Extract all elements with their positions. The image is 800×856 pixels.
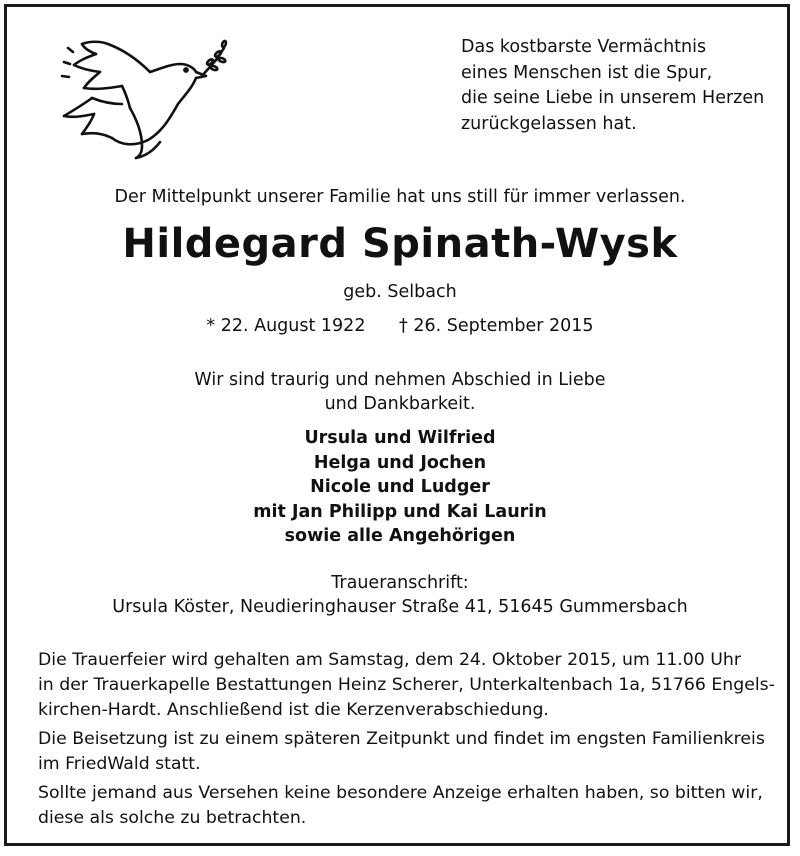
birth-date: * 22. August 1922 [206, 316, 366, 336]
mourner-entry: sowie alle Angehörigen [284, 526, 516, 546]
notice-paragraph [38, 781, 773, 831]
memorial-quote [461, 35, 781, 137]
birth-name: geb. Selbach [343, 282, 457, 302]
quote-line: Das kostbarste Vermächtnis [461, 37, 707, 57]
life-dates [0, 314, 800, 338]
info-line: im FriedWald statt. [38, 754, 201, 774]
intro-text: Der Mittelpunkt unserer Familie hat uns still für immer verlassen. [114, 187, 686, 207]
info-line: Die Beisetzung ist zu einem späteren Zeitpunkt und findet im engsten Familienkreis [38, 729, 765, 749]
mourner-entry: Helga und Jochen [313, 452, 487, 473]
quote-line: zurückgelassen hat. [461, 113, 637, 134]
info-line: Die Trauerfeier wird gehalten am Samstag, dem 24. Oktober 2015, um 11.00 Uhr [38, 650, 741, 670]
info-line: in der Trauerkapelle Bestattungen Heinz Scherer, Unterkaltenbach 1a, 51766 Engels- [38, 675, 775, 695]
mourner-entry: mit Jan Philipp und Kai Laurin [253, 501, 547, 522]
quote-line: die seine Liebe in unserem Herzen [461, 88, 765, 108]
ceremony-paragraph [38, 648, 773, 723]
address-label: Traueranschrift: [331, 573, 469, 593]
ceremony-info [38, 648, 773, 835]
burial-paragraph [38, 727, 773, 777]
death-date: † 26. September 2015 [399, 316, 594, 336]
info-line: diese als solche zu betrachten. [38, 808, 307, 828]
mourning-address [0, 571, 800, 619]
mourner-entry: Ursula und Wilfried [304, 428, 496, 448]
address-value: Ursula Köster, Neudieringhauser Straße 41, 51645 Gummersbach [112, 597, 688, 617]
dove-with-olive-branch-icon [38, 30, 228, 160]
info-line: kirchen-Hardt. Anschließend ist die Kerzenverabschiedung. [38, 700, 549, 720]
info-line: Sollte jemand aus Versehen keine besondere Anzeige erhalten haben, so bitten wir, [38, 783, 763, 803]
mourners-list [0, 426, 800, 549]
deceased-name: Hildegard Spinath-Wysk [122, 221, 678, 267]
quote-line: eines Menschen ist die Spur, [461, 62, 713, 83]
mourner-entry: Nicole und Ludger [310, 477, 490, 497]
farewell-line: und Dankbarkeit. [324, 394, 476, 414]
farewell-line: Wir sind traurig und nehmen Abschied in Liebe [194, 370, 606, 390]
farewell-text [0, 368, 800, 416]
